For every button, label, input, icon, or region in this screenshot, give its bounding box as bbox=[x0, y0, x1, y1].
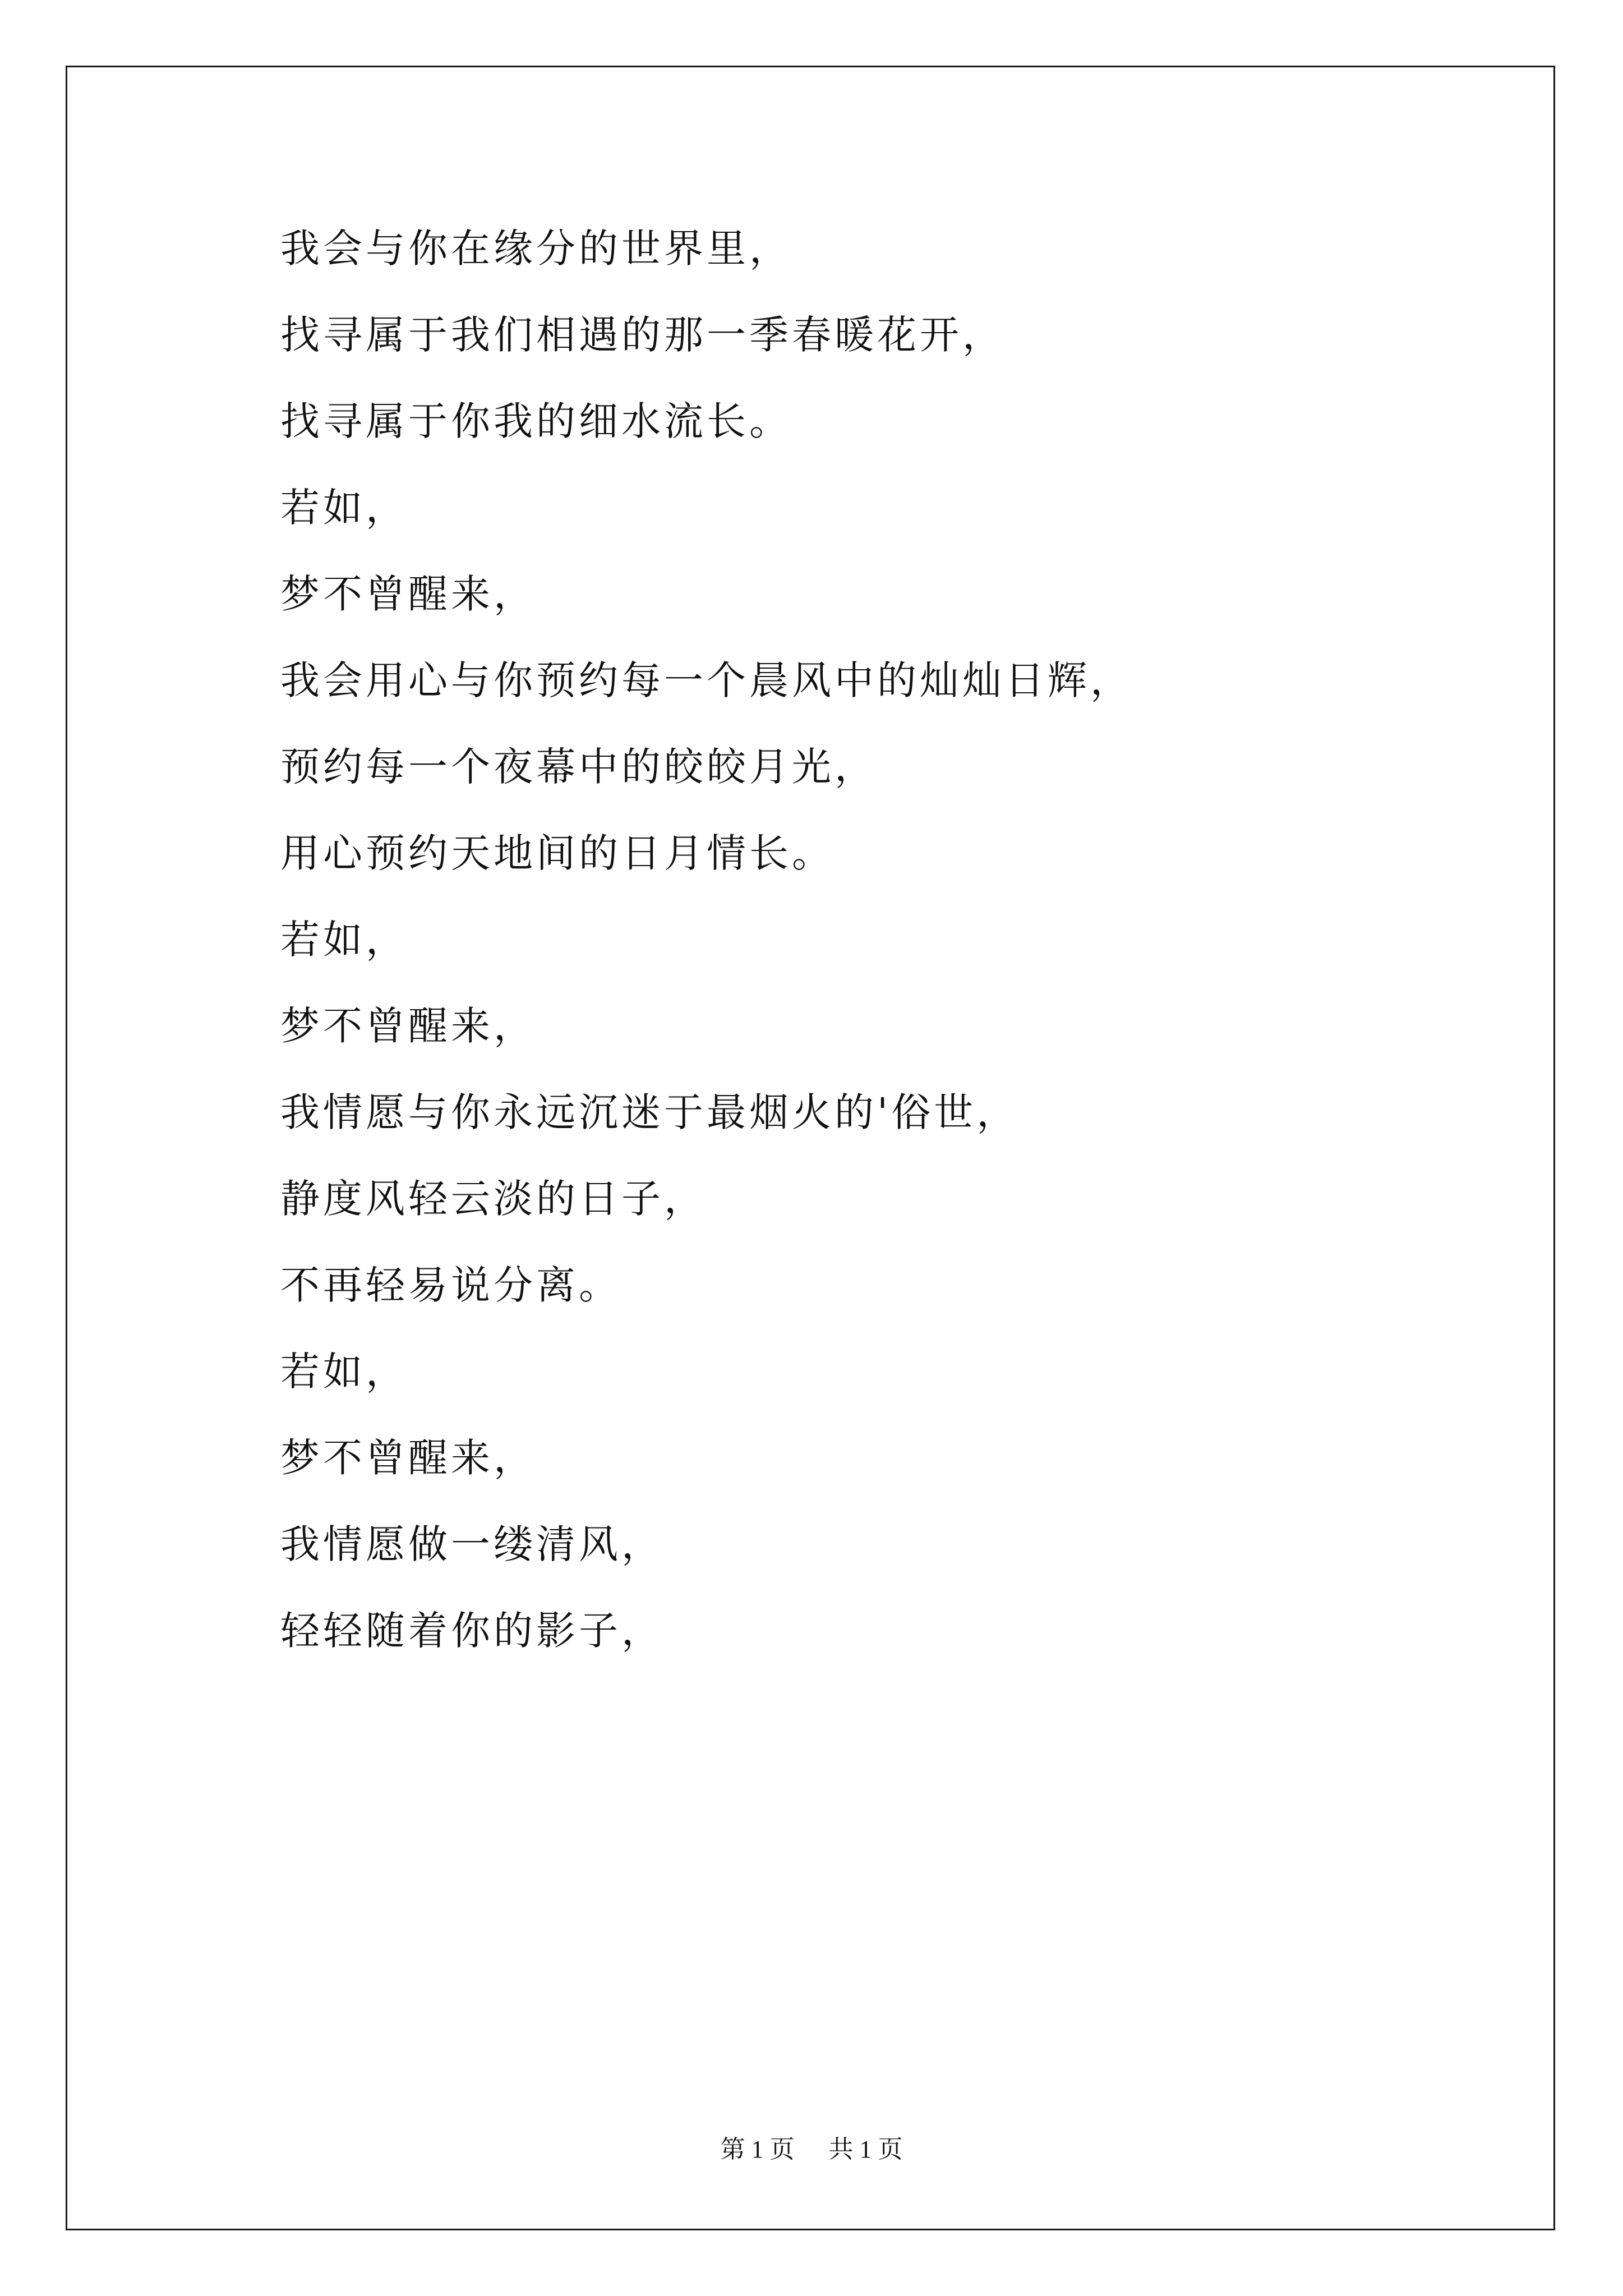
poem-body bbox=[280, 223, 1514, 1692]
poem-line: 预约每一个夜幕中的皎皎月光， bbox=[280, 744, 877, 790]
poem-line: 我会与你在缘分的世界里， bbox=[280, 226, 792, 272]
poem-line: 轻轻随着你的影子， bbox=[280, 1608, 664, 1654]
poem-line: 若如， bbox=[280, 917, 408, 963]
poem-line: 用心预约天地间的日月情长。 bbox=[280, 830, 834, 876]
poem-line: 静度风轻云淡的日子， bbox=[280, 1176, 707, 1222]
page-number-current: 第 1 页 bbox=[720, 2136, 795, 2163]
poem-line: 我会用心与你预约每一个晨风中的灿灿日辉， bbox=[280, 657, 1133, 703]
poem-line: 找寻属于我们相遇的那一季春暖花开， bbox=[280, 312, 1005, 358]
poem-line: 我情愿做一缕清风， bbox=[280, 1521, 664, 1567]
poem-line: 梦不曾醒来， bbox=[280, 571, 536, 617]
poem-line: 梦不曾醒来， bbox=[280, 1003, 536, 1049]
poem-line: 不再轻易说分离。 bbox=[280, 1262, 621, 1308]
poem-line: 找寻属于你我的细水流长。 bbox=[280, 398, 792, 444]
page-footer bbox=[0, 2129, 1623, 2165]
poem-line: 若如， bbox=[280, 1349, 408, 1395]
page-number-total: 共 1 页 bbox=[828, 2136, 903, 2163]
poem-line: 若如， bbox=[280, 485, 408, 531]
poem-line: 我情愿与你永远沉迷于最烟火的'俗世， bbox=[280, 1089, 1020, 1135]
poem-line: 梦不曾醒来， bbox=[280, 1435, 536, 1481]
